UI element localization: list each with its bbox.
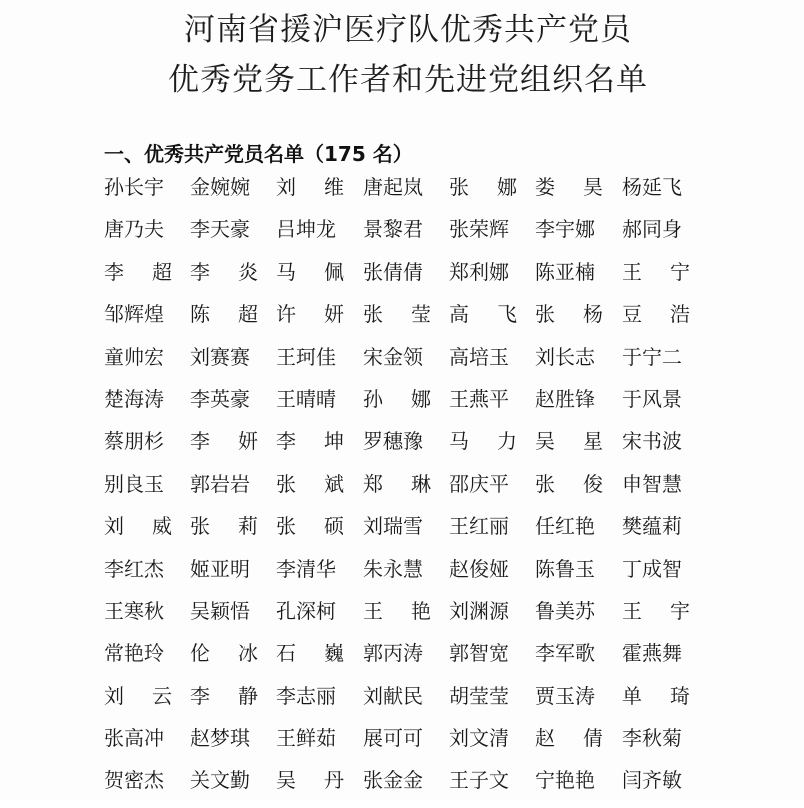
member-name: 刘赛赛 [190, 344, 250, 369]
member-name: 王鲜茹 [276, 726, 336, 751]
member-name: 王珂佳 [276, 344, 336, 369]
member-name: 展可可 [363, 726, 423, 751]
member-name: 高培玉 [449, 344, 509, 369]
member-name: 赵胜锋 [535, 386, 595, 411]
member-name: 张 莉 [190, 514, 258, 539]
member-name: 郑利娜 [449, 259, 509, 284]
member-name: 杨延飞 [622, 175, 682, 199]
member-name: 刘瑞雪 [363, 514, 423, 539]
member-name: 朱永慧 [363, 556, 423, 581]
member-name: 陈 超 [190, 302, 258, 327]
member-name: 霍燕舞 [622, 641, 682, 666]
member-name: 吴 丹 [276, 768, 344, 793]
member-name: 王晴晴 [276, 386, 336, 411]
member-name: 景黎君 [363, 217, 423, 242]
member-name: 高 飞 [449, 302, 517, 327]
member-name: 刘献民 [363, 683, 423, 708]
member-name: 闫齐敏 [622, 768, 682, 793]
member-name: 许 妍 [276, 302, 344, 327]
member-name: 单 琦 [622, 683, 690, 708]
member-name: 蔡朋杉 [104, 429, 164, 454]
member-name: 张 俊 [535, 471, 603, 496]
member-name: 刘 威 [104, 514, 172, 539]
member-name: 伦 冰 [190, 641, 258, 666]
member-name: 王寒秋 [104, 598, 164, 623]
member-name: 孙 娜 [363, 386, 431, 411]
member-name: 李 坤 [276, 429, 344, 454]
member-name: 李英豪 [190, 386, 250, 411]
member-name: 于风景 [622, 386, 682, 411]
member-name: 宋书波 [622, 429, 682, 454]
member-name: 李 炎 [190, 259, 258, 284]
member-name: 张高冲 [104, 726, 164, 751]
member-name: 刘渊源 [449, 598, 509, 623]
member-name: 李志丽 [276, 683, 336, 708]
member-name: 张 杨 [535, 302, 603, 327]
member-name: 李 妍 [190, 429, 258, 454]
member-name: 贺密杰 [104, 768, 164, 793]
member-name: 豆 浩 [622, 302, 690, 327]
member-name: 王子文 [449, 768, 509, 793]
member-name: 宋金领 [363, 344, 423, 369]
member-name: 张倩倩 [363, 259, 423, 284]
member-name: 张 斌 [276, 471, 344, 496]
member-name: 唐乃夫 [104, 217, 164, 242]
member-name: 郭丙涛 [363, 641, 423, 666]
member-name: 马 佩 [276, 259, 344, 284]
member-name: 李红杰 [104, 556, 164, 581]
member-name: 邵庆平 [449, 471, 509, 496]
member-name: 吴颖悟 [190, 598, 250, 623]
member-name: 王 宁 [622, 259, 690, 284]
member-name: 唐起岚 [363, 175, 423, 199]
document-title-line-1: 河南省援沪医疗队优秀共产党员 [184, 12, 632, 48]
member-name: 张荣辉 [449, 217, 509, 242]
member-name: 关文勤 [190, 768, 250, 793]
member-name: 刘长志 [535, 344, 595, 369]
member-name: 刘 维 [276, 175, 344, 199]
member-name: 常艳玲 [104, 641, 164, 666]
member-name: 吴 星 [535, 429, 603, 454]
member-name: 王燕平 [449, 386, 509, 411]
member-name: 鲁美苏 [535, 598, 595, 623]
member-name: 刘文清 [449, 726, 509, 751]
member-name: 赵俊娅 [449, 556, 509, 581]
member-name: 吕坤龙 [276, 217, 336, 242]
member-name: 金婉婉 [190, 175, 250, 199]
member-name: 别良玉 [104, 471, 164, 496]
member-name: 王红丽 [449, 514, 509, 539]
member-name: 姬亚明 [190, 556, 250, 581]
member-name: 赵梦琪 [190, 726, 250, 751]
member-name: 张金金 [363, 768, 423, 793]
member-name: 丁成智 [622, 556, 682, 581]
member-name: 李秋菊 [622, 726, 682, 751]
member-name: 马 力 [449, 429, 517, 454]
member-name: 张 娜 [449, 175, 517, 199]
member-name: 孔深柯 [276, 598, 336, 623]
member-name: 邹辉煌 [104, 302, 164, 327]
member-name: 樊蕴莉 [622, 514, 682, 539]
member-name: 刘 云 [104, 683, 172, 708]
member-name: 任红艳 [535, 514, 595, 539]
member-name: 王 艳 [363, 598, 431, 623]
section-heading: 一、优秀共产党员名单（175 名） [104, 142, 413, 166]
document-title-line-2: 优秀党务工作者和先进党组织名单 [168, 62, 648, 98]
member-name: 王 宇 [622, 598, 690, 623]
member-name: 李 超 [104, 259, 172, 284]
member-name: 郑 琳 [363, 471, 431, 496]
member-name: 张 莹 [363, 302, 431, 327]
member-name: 孙长宇 [104, 175, 164, 199]
member-name: 贾玉涛 [535, 683, 595, 708]
member-name: 李 静 [190, 683, 258, 708]
member-name: 娄 昊 [535, 175, 603, 199]
member-name: 宁艳艳 [535, 768, 595, 793]
member-name: 郝同身 [622, 217, 682, 242]
member-name: 李宇娜 [535, 217, 595, 242]
member-name: 赵 倩 [535, 726, 603, 751]
member-name: 张 硕 [276, 514, 344, 539]
member-name: 郭智宽 [449, 641, 509, 666]
member-name: 李清华 [276, 556, 336, 581]
member-name: 于宁二 [622, 344, 682, 369]
member-name: 陈亚楠 [535, 259, 595, 284]
member-name: 李军歌 [535, 641, 595, 666]
member-name: 童帅宏 [104, 344, 164, 369]
member-name: 申智慧 [622, 471, 682, 496]
member-name: 罗穗豫 [363, 429, 423, 454]
member-name: 陈鲁玉 [535, 556, 595, 581]
member-name: 胡莹莹 [449, 683, 509, 708]
member-name: 石 巍 [276, 641, 344, 666]
member-name: 楚海涛 [104, 386, 164, 411]
member-name: 郭岩岩 [190, 471, 250, 496]
member-name: 李天豪 [190, 217, 250, 242]
